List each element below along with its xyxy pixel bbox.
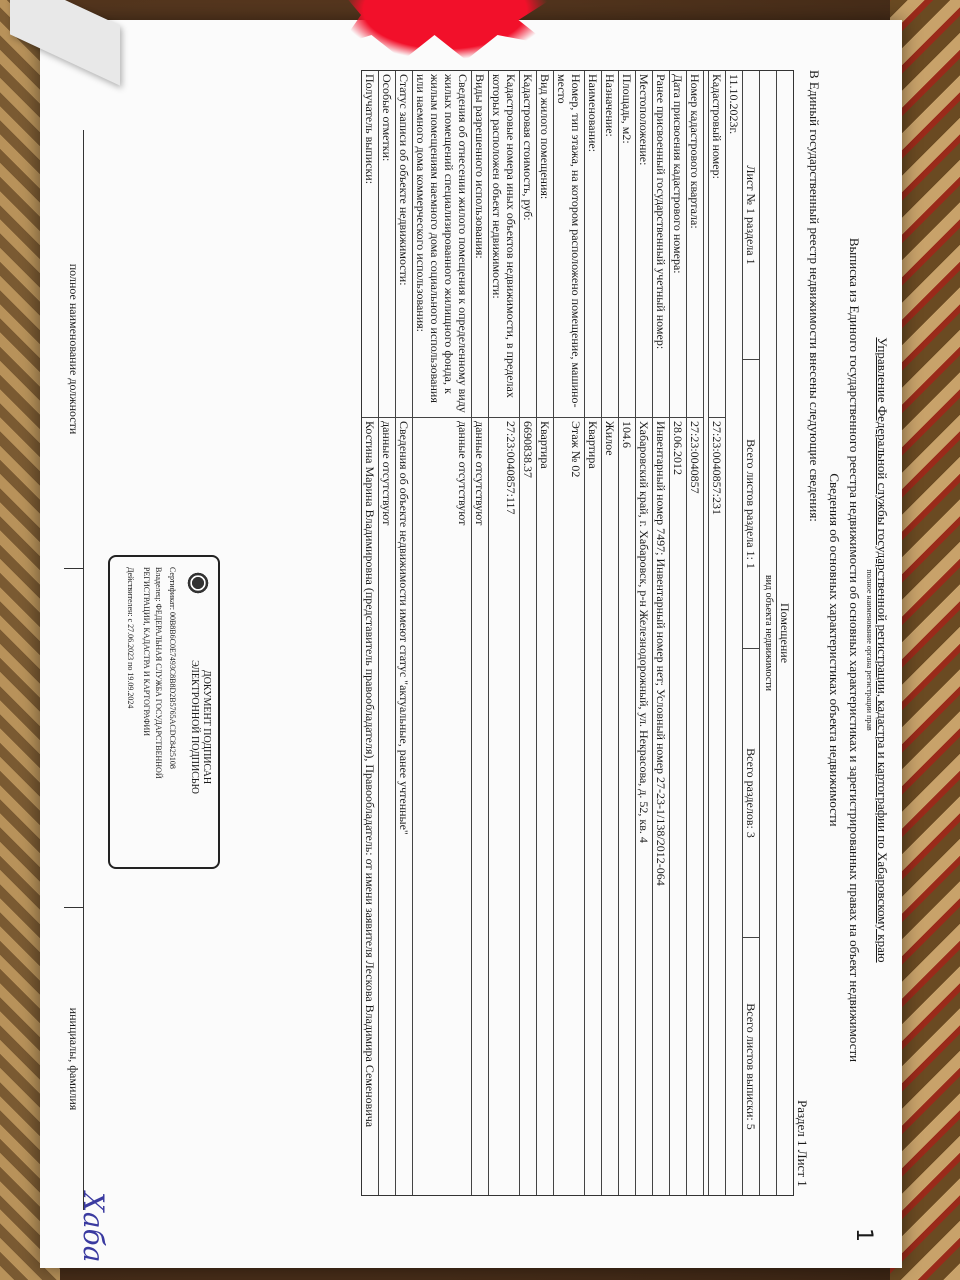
row-value: данные отсутствуют xyxy=(473,421,487,526)
date: 11.10.2023г. xyxy=(727,74,741,135)
row-value: Инвентарный номер 7497; Инвентарный номер нет; Условный номер 27-23-1/138/2012-064 xyxy=(654,421,668,886)
intro-text: В Единый государственный реестр недвижимости внесены следующие сведения: xyxy=(807,70,822,522)
rotated-document-content xyxy=(40,20,902,1268)
table-row xyxy=(395,71,412,1195)
table-row xyxy=(362,71,378,1195)
signature-blank xyxy=(64,569,83,908)
extract-title: Выписка из Единого государственного реестра недвижимости об основных характеристиках и зарегистрированных правах на объект недвижимости xyxy=(847,237,862,1063)
table-row xyxy=(652,71,669,1195)
cadastral-value: 27:23:0040857:231 xyxy=(710,421,724,516)
info-title: Сведения об основных характеристиках объекта недвижимости xyxy=(827,473,842,827)
object-type-caption: вид объекта недвижимости xyxy=(763,574,774,692)
row-label: Особые отметки: xyxy=(379,71,395,418)
row-label: Назначение: xyxy=(602,71,618,418)
row-label: Виды разрешенного использования: xyxy=(472,71,488,418)
table-row xyxy=(519,71,536,1195)
row-label: Номер кадастрового квартала: xyxy=(687,71,703,418)
table-row xyxy=(618,71,635,1195)
row-label: Местоположение: xyxy=(636,71,652,418)
handwritten-note: Хаба xyxy=(77,1192,110,1263)
razdel-label: Раздел 1 Лист 1 xyxy=(795,1100,810,1187)
page-number: 1 xyxy=(851,1228,876,1242)
table-row xyxy=(553,71,584,1195)
total-razdels: Всего разделов: 3 xyxy=(743,649,759,938)
date-row xyxy=(725,71,742,1195)
row-value: Квартира xyxy=(586,421,600,469)
total-sheets: Всего листов выписки: 5 xyxy=(744,1003,758,1130)
signature-owner1: Владелец: ФЕДЕРАЛЬНАЯ СЛУЖБА ГОСУДАРСТВЕННОЙ xyxy=(154,567,163,779)
table-row xyxy=(669,71,686,1195)
row-value: Жилое xyxy=(603,421,617,456)
total-sheets-razdel: Всего листов раздела 1: 1 xyxy=(743,360,759,649)
row-label: Сведения об отнесении жилого помещения к определенному виду жилых помещений специализированного жилищного фонда, к жилым помещениям наемного дома социального использования или наемного дома коммерческого использования: xyxy=(413,71,471,418)
name-caption: инициалы, фамилия xyxy=(67,1007,81,1111)
row-value: Квартира xyxy=(538,421,552,469)
row-value: Хабаровский край, г. Хабаровск, р-н Железнодорожный, ул. Некрасова, д. 52, кв. 4 xyxy=(637,421,651,843)
table-row xyxy=(412,71,471,1195)
object-type-row xyxy=(776,71,793,1195)
position-caption: полное наименование должности xyxy=(64,130,83,569)
agency-caption: полное наименование органа регистрации прав xyxy=(865,569,874,731)
table-row xyxy=(488,71,519,1195)
signature-owner2: РЕГИСТРАЦИИ, КАДАСТРА И КАРТОГРАФИИ xyxy=(142,567,151,737)
signature-line2: ЭЛЕКТРОННОЙ ПОДПИСЬЮ xyxy=(189,660,200,794)
table-row xyxy=(601,71,618,1195)
signature-footer xyxy=(64,130,84,1210)
table-row xyxy=(536,71,553,1195)
table-row xyxy=(471,71,488,1195)
emblem-icon xyxy=(186,571,210,595)
cadastral-label: Кадастровый номер: xyxy=(709,71,725,418)
object-type: Помещение xyxy=(778,602,792,664)
object-type-caption-row xyxy=(759,71,776,1195)
sheet-number: Лист № 1 раздела 1 xyxy=(743,71,759,360)
table-row xyxy=(378,71,395,1195)
sheet-info-row xyxy=(742,71,759,1195)
row-value: 28.06.2012 xyxy=(671,421,685,475)
row-label: Наименование: xyxy=(585,71,601,418)
row-label: Вид жилого помещения: xyxy=(537,71,553,418)
document-sheet xyxy=(40,20,902,1268)
row-value: данные отсутствуют xyxy=(456,421,470,526)
row-label: Кадастровые номера иных объектов недвижимости, в пределах которых расположен объект недвижимости: xyxy=(489,71,519,418)
row-label: Дата присвоения кадастрового номера: xyxy=(670,71,686,418)
row-value: данные отсутствуют xyxy=(380,421,394,526)
row-value: Костина Марина Владимировна (представитель правообладателя), Правообладатель: от имени заявителя Лескова Владимира Семеновича xyxy=(363,421,377,1128)
table-row xyxy=(686,71,703,1195)
row-value: 6690838.37 xyxy=(521,421,535,478)
row-value: Сведения об объекте недвижимости имеют статус "актуальные, ранее учтенные" xyxy=(397,421,411,835)
signature-cert: Сертификат: 00B8B6C0E7493C8B8D2B5765ACDC8425108 xyxy=(168,567,177,769)
row-label: Статус записи об объекте недвижимости: xyxy=(396,71,412,418)
agency-title: Управление Федеральной службы государственной регистрации, кадастра и картографии по Хабаровскому краю xyxy=(875,337,890,963)
cadastral-row xyxy=(708,71,725,1195)
row-label: Получатель выписки: xyxy=(362,71,378,418)
spacer-row xyxy=(703,71,708,1195)
table-row xyxy=(584,71,601,1195)
row-value: Этаж № 02 xyxy=(569,421,583,478)
row-label: Ранее присвоенный государственный учетный номер: xyxy=(653,71,669,418)
signature-valid: Действителен: с 27.06.2023 по 19.09.2024 xyxy=(126,567,135,709)
info-table xyxy=(361,70,794,1196)
electronic-signature-stamp xyxy=(108,555,220,869)
row-value: 104.6 xyxy=(620,421,634,448)
table-row xyxy=(635,71,652,1195)
row-label: Кадастровая стоимость, руб: xyxy=(520,71,536,418)
signature-line1: ДОКУМЕНТ ПОДПИСАН xyxy=(201,669,212,785)
row-value: 27:23:0040857 xyxy=(688,421,702,494)
row-label: Номер, тип этажа, на котором расположено помещение, машино-место xyxy=(554,71,584,418)
row-label: Площадь, м2: xyxy=(619,71,635,418)
row-value: 27:23:0040857:117 xyxy=(504,421,518,515)
